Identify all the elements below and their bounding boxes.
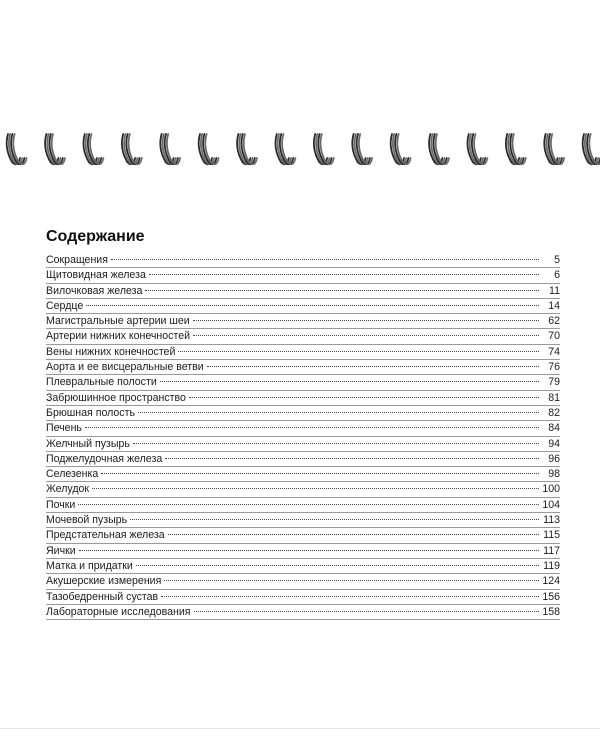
toc-entry-page: 98 [548,468,560,481]
toc-entry-label: Магистральные артерии шеи [46,315,190,328]
dot-leader [161,596,539,597]
toc-entry[interactable] [46,284,560,299]
dot-leader [145,290,539,291]
toc-entry-label: Селезенка [46,468,99,481]
toc-entry-label: Почки [46,498,76,511]
toc-entry-label: Брюшная полость [46,406,135,419]
dot-leader [86,305,539,306]
toc-entry-page: 5 [554,254,560,266]
toc-entry[interactable] [46,437,560,452]
spiral-coil [506,134,526,165]
spiral-binding [0,128,600,172]
toc-entry-page: 117 [543,544,560,557]
spiral-coil [275,134,295,165]
spiral-coil [122,134,142,165]
toc-entry-page: 76 [548,361,560,374]
spiral-coil [237,134,257,165]
toc-entry-label: Мочевой пузырь [46,514,128,527]
dot-leader [92,488,539,489]
spiral-coil [45,134,65,165]
dot-leader [189,397,539,398]
toc-entry-label: Желчный пузырь [46,437,130,450]
toc-entry-page: 156 [542,590,560,603]
toc-entry-label: Предстательная железа [46,529,165,542]
toc-entry-page: 6 [554,269,560,282]
spiral-coil [199,134,219,165]
toc-entry-label: Матка и придатки [46,559,133,572]
toc-entry-page: 82 [548,406,560,419]
toc-entry-label: Тазобедренный сустав [46,590,159,603]
toc-entry-label: Сокращения [46,254,108,266]
toc-entry-page: 74 [548,345,560,358]
toc-entry-page: 100 [542,483,560,496]
toc-entry-page: 70 [548,330,560,343]
toc-entry[interactable] [46,421,560,436]
dot-leader [164,580,539,581]
dot-leader [165,458,539,459]
toc-entry[interactable] [46,605,560,620]
toc-entry-label: Желудок [46,483,90,496]
spiral-binding-graphic [0,128,600,172]
spiral-coil [544,134,564,165]
dot-leader [130,519,539,520]
toc-entry-page: 119 [543,559,560,572]
dot-leader [178,351,539,352]
toc-entry[interactable] [46,528,560,543]
dot-leader [85,427,539,428]
toc-entry-page: 79 [548,376,560,389]
dot-leader [79,550,539,551]
toc-entry-label: Лабораторные исследования [46,605,191,618]
toc-entry-page: 96 [548,452,560,465]
toc-entry[interactable] [46,329,560,344]
toc-entry-label: Артерии нижних конечностей [46,330,191,343]
toc-entry-label: Сердце [46,299,84,312]
toc-entry[interactable] [46,345,560,360]
dot-leader [101,473,539,474]
toc-entry-page: 94 [548,437,560,450]
toc-entry-label: Аорта и ее висцеральные ветви [46,361,204,374]
spiral-coil [160,134,180,165]
toc-entry-page: 113 [543,514,560,527]
dot-leader [193,320,539,321]
toc-entry-page: 11 [549,284,560,297]
table-of-contents [46,228,560,620]
toc-entry[interactable] [46,299,560,314]
toc-entry[interactable] [46,253,560,268]
toc-entry-label: Плевральные полости [46,376,157,389]
toc-entry-page: 14 [548,299,560,312]
toc-entry-page: 62 [548,315,560,328]
toc-entry-label: Вены нижних конечностей [46,345,176,358]
spiral-coil [429,134,449,165]
toc-entry[interactable] [46,544,560,559]
toc-list [46,253,560,620]
toc-entry-page: 158 [542,605,560,618]
toc-entry-label: Яички [46,544,76,557]
toc-entry-page: 104 [542,498,560,511]
toc-entry[interactable] [46,360,560,375]
spiral-coil [583,134,600,165]
dot-leader [207,366,539,367]
spiral-coil [352,134,372,165]
toc-entry[interactable] [46,391,560,406]
toc-entry[interactable] [46,498,560,513]
toc-entry[interactable] [46,406,560,421]
dot-leader [160,381,539,382]
toc-entry-label: Забрюшинное пространство [46,391,186,404]
spiral-coil [7,134,27,165]
spiral-coil [83,134,103,165]
dot-leader [194,611,540,612]
dot-leader [138,412,539,413]
toc-entry[interactable] [46,467,560,482]
toc-entry-page: 124 [542,575,560,588]
dot-leader [136,565,539,566]
toc-entry[interactable] [46,574,560,589]
toc-entry[interactable] [46,375,560,390]
toc-entry[interactable] [46,513,560,528]
toc-entry-page: 81 [548,391,560,404]
toc-entry[interactable] [46,268,560,283]
toc-entry[interactable] [46,590,560,605]
dot-leader [193,335,539,336]
dot-leader [133,443,539,444]
toc-entry[interactable] [46,452,560,467]
spiral-coil [314,134,334,165]
toc-entry[interactable] [46,482,560,497]
toc-entry[interactable] [46,314,560,329]
spiral-coil [391,134,411,165]
dot-leader [111,259,539,260]
toc-entry-label: Печень [46,422,82,435]
toc-entry[interactable] [46,559,560,574]
page-bottom-edge [0,728,600,729]
toc-entry-page: 115 [543,529,560,542]
page-title: Содержание [46,228,145,245]
toc-entry-label: Поджелудочная железа [46,452,163,465]
toc-entry-label: Щитовидная железа [46,269,146,282]
toc-entry-label: Акушерские измерения [46,575,162,588]
dot-leader [78,504,539,505]
spiral-coil [467,134,487,165]
toc-entry-label: Вилочковая железа [46,284,143,297]
dot-leader [149,274,539,275]
toc-entry-page: 84 [548,422,560,435]
dot-leader [168,534,539,535]
